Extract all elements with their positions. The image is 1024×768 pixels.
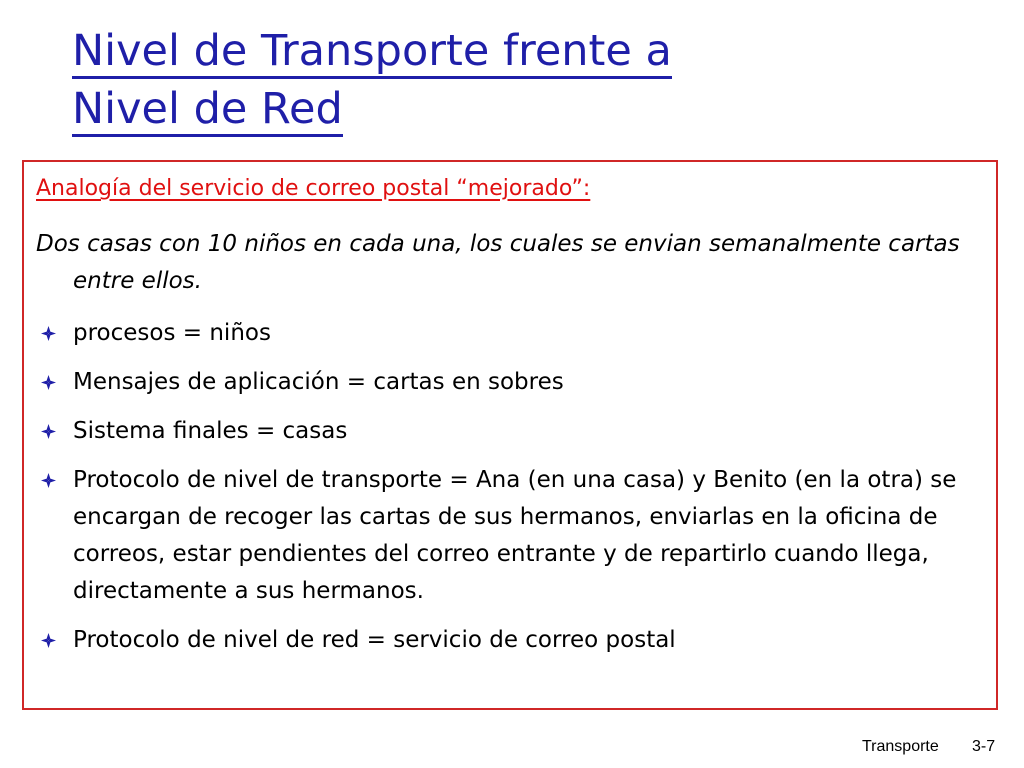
content-box — [22, 160, 998, 710]
bullet-item-end-systems — [36, 413, 976, 450]
bullet-text: Protocolo de nivel de red = servicio de correo postal — [73, 627, 676, 653]
footer-section-label: Transporte — [862, 738, 939, 755]
bullet-item-processes — [36, 315, 976, 352]
analogy-heading: Analogía del servicio de correo postal “mejorado”: — [36, 176, 591, 201]
diamond-bullet-icon — [41, 633, 56, 648]
title-line-2: Nivel de Red — [72, 80, 972, 138]
bullet-text: Mensajes de aplicación = cartas en sobres — [73, 369, 564, 395]
slide-title — [72, 22, 972, 138]
diamond-bullet-icon — [41, 326, 56, 341]
bullet-item-transport-protocol — [36, 462, 976, 610]
title-line-1: Nivel de Transporte frente a — [72, 22, 972, 80]
bullet-text: procesos = niños — [73, 320, 271, 346]
analogy-intro: Dos casas con 10 niños en cada una, los cuales se envian semanalmente cartas entre ellos. — [36, 231, 960, 294]
bullet-item-network-protocol — [36, 622, 976, 659]
bullet-list — [36, 315, 976, 671]
diamond-bullet-icon — [41, 375, 56, 390]
bullet-item-messages — [36, 364, 976, 401]
diamond-bullet-icon — [41, 424, 56, 439]
bullet-text: Protocolo de nivel de transporte = Ana (en una casa) y Benito (en la otra) se encargan de recoger las cartas de sus hermanos, enviarlas en la oficina de correos, estar pendientes del correo entrante y de repartirlo cuando llega, directamente a sus hermanos. — [73, 467, 957, 604]
bullet-text: Sistema finales = casas — [73, 418, 348, 444]
diamond-bullet-icon — [41, 473, 56, 488]
footer-page-number: 3-7 — [972, 738, 996, 755]
